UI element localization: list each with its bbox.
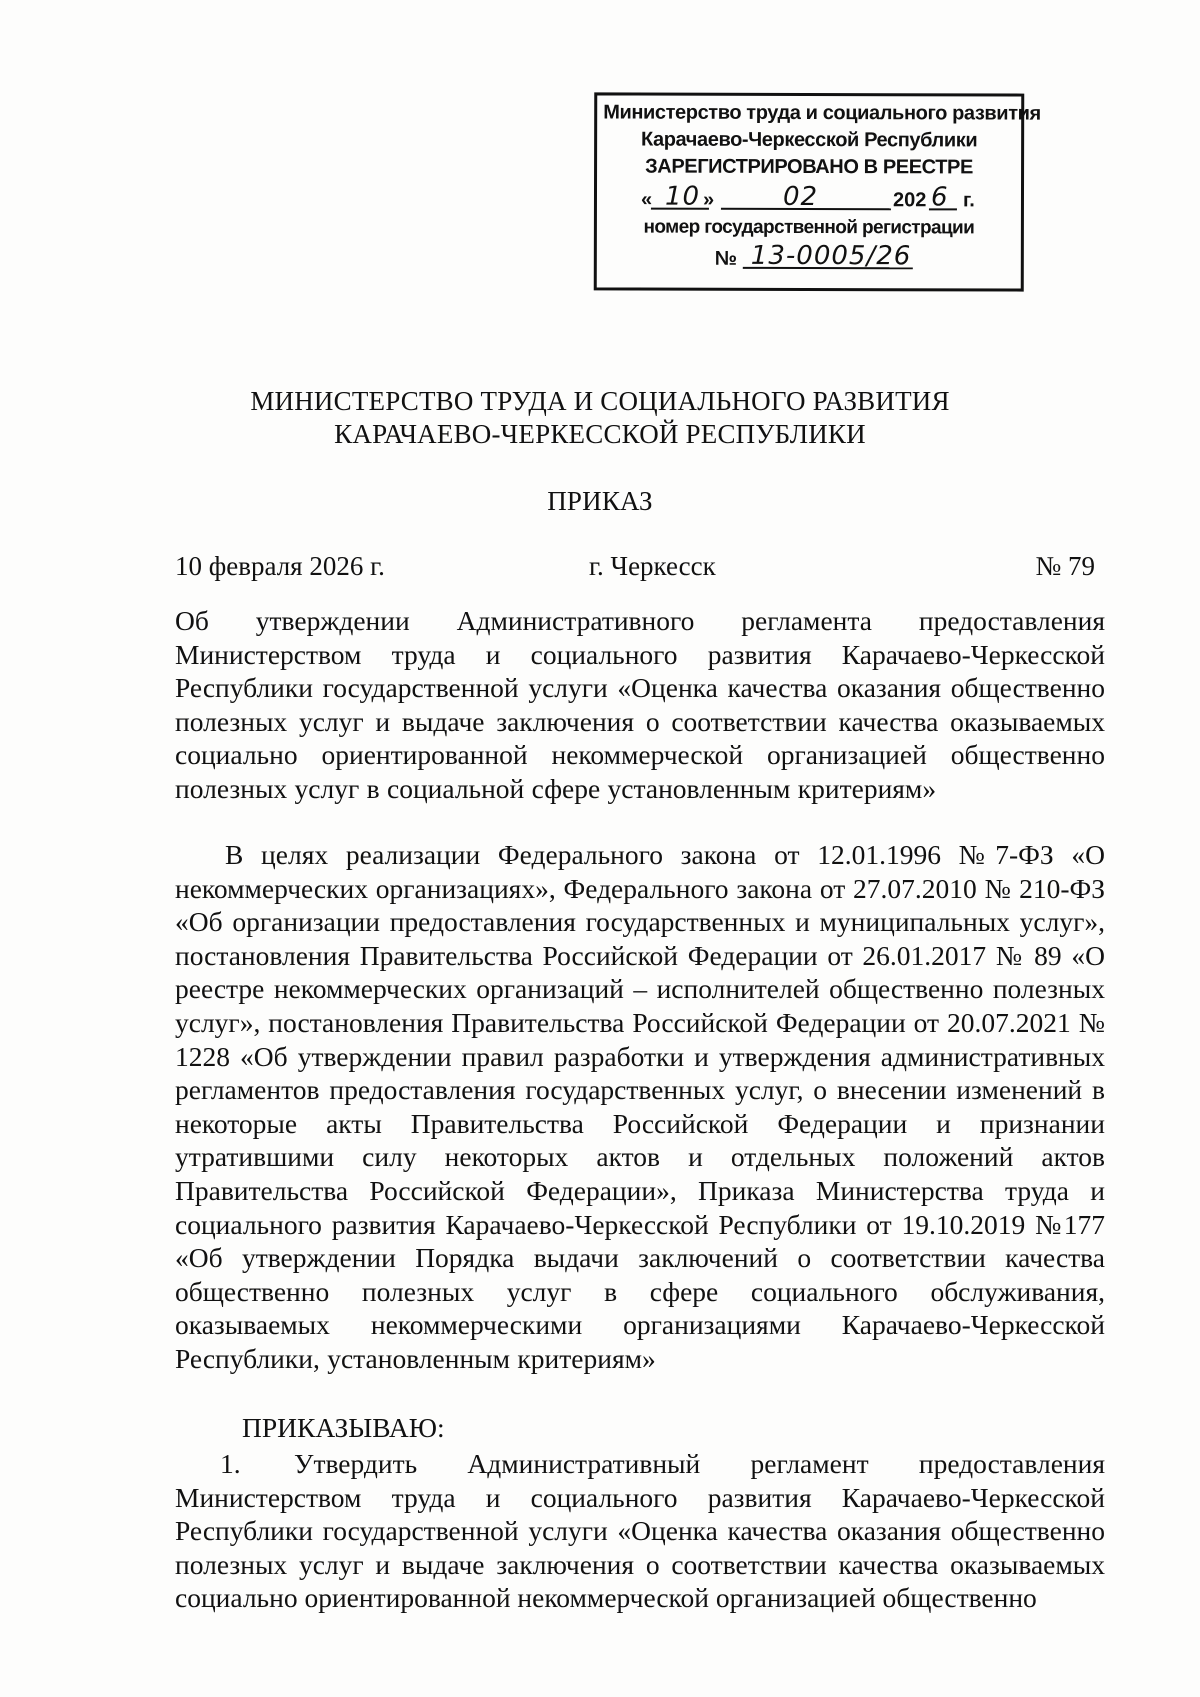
stamp-day: 10 (664, 181, 701, 212)
stamp-year-prefix: 202 (892, 189, 927, 212)
document-meta-row (175, 551, 1095, 587)
order-item-number: 1. (220, 1448, 241, 1479)
document-type: ПРИКАЗ (547, 486, 653, 516)
stamp-year-unit: г. (962, 189, 975, 212)
stamp-month: 02 (782, 181, 819, 213)
ministry-name-line1: МИНИСТЕРСТВО ТРУДА И СОЦИАЛЬНОГО РАЗВИТИЯ (250, 386, 950, 416)
stamp-day-underline (651, 208, 709, 210)
preamble-paragraph: В целях реализации Федерального закона от 12.01.1996 №7-ФЗ «О некоммерческих организациях», Федерального закона от 27.07.2010 № 210-ФЗ «Об организации предоставления государственных и муниципальных услуг», постановления Правительства Российской Федерации от 26.01.2017 № 89 «О реестре некоммерческих организаций – исполнителей общественно полезных услуг», постановления Правительства Российской Федерации от 20.07.2021 № 1228 «Об утверждении правил разработки и утверждения административных регламентов предоставления государственных услуг, о внесении изменений в некоторые акты Правительства Российской Федерации и признании утратившими силу некоторых актов и отдельных положений актов Правительства Российской Федерации», Приказа Министерства труда и социального развития Карачаево-Черкесской Республики от 19.10.2019 №177 «Об утверждении Порядка выдачи заключений о соответствии качества общественно полезных услуг в сфере социального обслуживания, оказываемых некоммерческими организациями Карачаево-Черкесской Республики, установленным критериям» (175, 839, 1105, 1374)
document-date: 10 февраля 2026 г. (175, 551, 385, 581)
document-number: № 79 (1035, 551, 1095, 581)
stamp-reg-label: номер государственной регистрации (643, 216, 975, 239)
stamp-year-suffix: 6 (930, 182, 949, 213)
order-item-1 (175, 1447, 1105, 1615)
registration-stamp (594, 92, 1041, 291)
document-city: г. Черкесск (589, 551, 716, 581)
order-word: ПРИКАЗЫВАЮ: (242, 1412, 445, 1443)
stamp-month-underline (721, 208, 891, 210)
stamp-republic-line: Карачаево-Черкесской Республики (640, 128, 978, 152)
stamp-year-underline (929, 208, 957, 210)
ministry-name-line2: КАРАЧАЕВО-ЧЕРКЕССКОЙ РЕСПУБЛИКИ (334, 419, 866, 449)
order-item-text: Утвердить Административный регламент предоставления Министерством труда и социального развития Карачаево-Черкесской Республики государственной услуги «Оценка качества оказания общественно полезных услуг и выдаче заключения о соответствии качества оказываемых социально ориентированной некоммерческой организацией общественно (175, 1448, 1105, 1614)
stamp-date: « 10 » 02 202 6 г. (640, 181, 975, 213)
stamp-registered-line: ЗАРЕГИСТРИРОВАНО В РЕЕСТРЕ (645, 155, 973, 179)
stamp-reg-number: 13-0005/26 (750, 240, 912, 272)
document-title: Об утверждении Административного регламента предоставления Министерством труда и социального развития Карачаево-Черкесской Республики государственной услуги «Оценка качества оказания общественно полезных услуг и выдаче заключения о соответствии качества оказываемых социально ориентированной некоммерческой организацией общественно полезных услуг в социальной сфере установленным критериям» (175, 605, 1105, 804)
stamp-reg-number-row (603, 240, 1015, 273)
stamp-number-sign: № (714, 247, 738, 270)
stamp-ministry-line: Министерство труда и социального развития (603, 101, 1041, 125)
stamp-reg-number-underline (743, 267, 913, 269)
